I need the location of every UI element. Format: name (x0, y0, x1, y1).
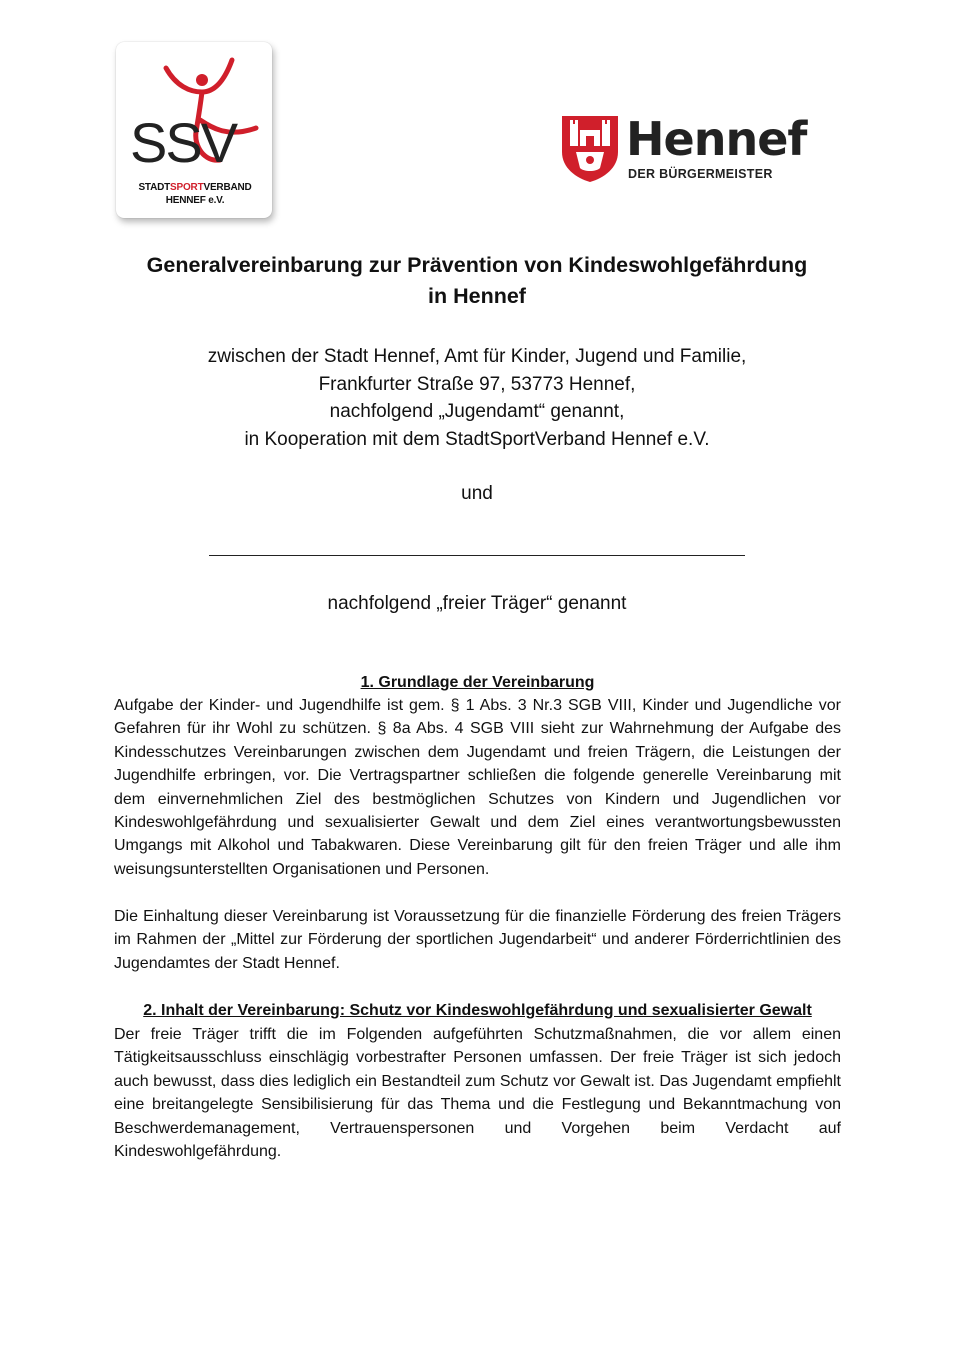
parties-line-3: nachfolgend „Jugendamt“ genannt, (329, 401, 625, 422)
section-1-paragraph-2: Die Einhaltung dieser Vereinbarung ist Voraussetzung für die finanzielle Förderung des freien Trägers im Rahmen der „Mittel zur Förderung der sportlichen Jugendarbeit“ und anderer Förderrichtlinien des Jugendamtes der Stadt Hennef. (114, 908, 841, 972)
ssv-subtitle-line2: HENNEF e.V. (165, 195, 225, 206)
document-title (60, 250, 894, 312)
freier-traeger-text: nachfolgend „freier Träger“ genannt (327, 593, 627, 614)
hennef-logo (560, 112, 830, 187)
und-text: und (461, 483, 493, 504)
parties-block (60, 343, 894, 453)
section-2-paragraph-1: Der freie Träger trifft die im Folgenden aufgeführten Schutzmaßnahmen, die vor allem einen Tätigkeitsausschluss einschlägig vorbestrafter Personen umfassen. Der freie Träger ist sich jedoch auch bewusst, dass dies lediglich ein Bestandteil zum Schutz vor Gewalt ist. Das Jugendamt empfiehlt eine breitangelegte Sensibilisierung für das Thema und die Festlegung und Bekanntmachung von Beschwerdemanagement, Vertrauenspersonen und Vorgehen beim Verdacht auf Kindeswohlgefährdung. (114, 1026, 841, 1161)
parties-line-2: Frankfurter Straße 97, 53773 Hennef, (318, 373, 636, 395)
section-1-heading: 1. Grundlage der Vereinbarung (360, 674, 595, 691)
hennef-wordmark: Hennef (626, 112, 807, 166)
title-line-2: in Hennef (428, 284, 526, 308)
parties-line-1: zwischen der Stadt Hennef, Amt für Kinder, Jugend und Familie, (207, 346, 747, 367)
ssv-subtitle-line1: STADTSPORTVERBAND (138, 182, 252, 193)
ssv-logo (116, 42, 272, 218)
city-crest-icon (560, 112, 620, 184)
section-1-paragraph-1: Aufgabe der Kinder- und Jugendhilfe ist gem. § 1 Abs. 3 Nr.3 SGB VIII, Kinder und Jugendliche vor Gefahren für ihr Wohl zu schützen. § 8a Abs. 4 SGB VIII sieht zur Wahrnehmung der Aufgabe des Kindesschutzes Vereinbarungen zwischen dem Jugendamt und freien Trägern, die Leistungen der Jugendhilfe erbringen, vor. Die Vertragspartner schließen die folgende generelle Vereinbarung mit dem einvernehmlichen Ziel des bestmöglichen Schutzes von Kindern und Jugendlichen vor Kindeswohlgefährdung und sexualisierter Gewalt und dem Ziel eines verantwortungsbewussten Umgangs mit Alkohol und Tabakwaren. Diese Vereinbarung gilt für den freien Träger und alle ihm weisungsunterstellten Organisationen und Personen. (114, 697, 841, 878)
signature-blank-line (209, 555, 745, 556)
parties-line-4: in Kooperation mit dem StadtSportVerband Hennef e.V. (244, 428, 710, 450)
hennef-subtitle: DER BÜRGERMEISTER (628, 167, 773, 181)
ssv-mark: SSV (130, 111, 237, 174)
title-line-1: Generalvereinbarung zur Prävention von Kindeswohlgefährdung (146, 253, 808, 277)
section-2-heading: 2. Inhalt der Vereinbarung: Schutz vor Kindeswohlgefährdung und sexualisierter Gewalt (143, 1002, 812, 1019)
